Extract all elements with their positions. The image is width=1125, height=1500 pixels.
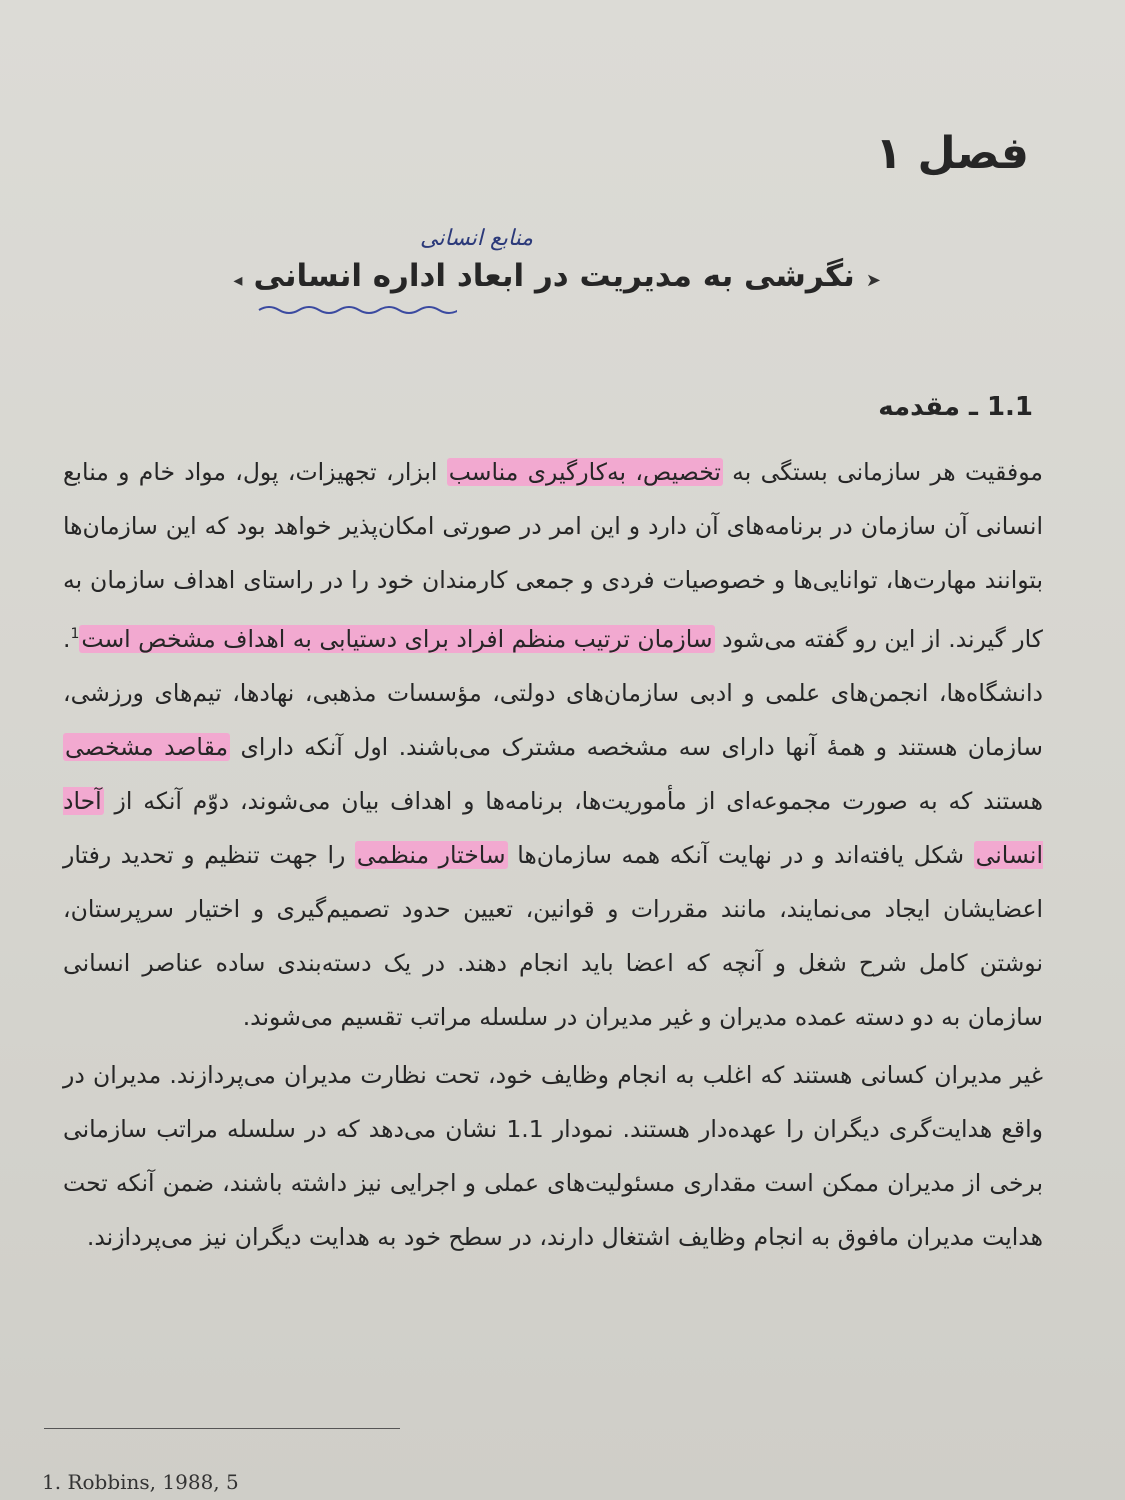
footnote-ref: 1 bbox=[70, 626, 80, 642]
paragraph-1 bbox=[63, 445, 1043, 1044]
text-run: را جهت تنظیم و تحدید رفتار اعضایشان ایجاد می‌نمایند، مانند مقررات و قوانین، تعیین حدود تصمیم‌گیری و اختیار سرپرستان، نوشتن کامل شرح شغل و آنچه که اعضا باید انجام دهند. در یک دسته‌بندی ساده عناصر انسانی سازمان به دو دسته عمده مدیران و غیر مدیران در سلسله مراتب تقسیم می‌شوند. bbox=[63, 840, 1043, 1031]
page-title: نگرشی به مدیریت در ابعاد اداره انسانی bbox=[253, 258, 855, 294]
section-heading: 1.1 ـ مقدمه bbox=[878, 392, 1033, 422]
handwritten-underline bbox=[257, 302, 457, 320]
text-run: شکل یافته‌اند و در نهایت آنکه همه سازمان‌ها bbox=[507, 840, 974, 869]
highlight: آحاد انسانی bbox=[63, 786, 1043, 869]
text-run: هستند که به صورت مجموعه‌ای از مأموریت‌ها، برنامه‌ها و اهداف بیان می‌شوند، دوّم آنکه از bbox=[103, 786, 1043, 815]
highlight: ساختار منظمی bbox=[356, 840, 506, 869]
footnote-divider bbox=[44, 1428, 400, 1429]
highlight: مقاصد مشخصی bbox=[65, 732, 229, 761]
handwritten-note: منابع انسانی bbox=[420, 226, 533, 251]
text-run: موفقیت هر سازمانی بستگی به bbox=[722, 458, 1043, 486]
body-text bbox=[63, 445, 1043, 1264]
title-block bbox=[227, 258, 887, 294]
paragraph-2: غیر مدیران کسانی هستند که اغلب به انجام وظایف خود، تحت نظارت مدیران می‌پردازند. مدیران در واقع هدایت‌گری دیگران را عهده‌دار هستند. نمودار 1.1 نشان می‌دهد که در سلسله مراتب سازمانی برخی از مدیران ممکن است مقداری مسئولیت‌های عملی و اجرایی نیز داشته باشند، ضمن آنکه تحت هدایت مدیران مافوق به انجام وظایف اشتغال دارند، در سطح خود به هدایت دیگران نیز می‌پردازند. bbox=[63, 1060, 1043, 1251]
chapter-title: فصل ۱ bbox=[875, 128, 1029, 179]
highlight: تخصیص، به‌کارگیری مناسب bbox=[448, 458, 721, 486]
footnote: 1. Robbins, 1988, 5 bbox=[42, 1470, 239, 1494]
text-run: . دانشگاه‌ها، انجمن‌های علمی و ادبی سازمان‌های دولتی، مؤسسات مذهبی، نهادها، تیم‌های ورزشی، سازمان هستند و همهٔ آنها دارای سه مشخصه مشترک می‌باشند. اول آنکه دارای bbox=[63, 624, 1043, 761]
arrow-right-icon: ➤ bbox=[865, 270, 881, 291]
arrow-left-icon: ◂ bbox=[233, 270, 243, 291]
text-run: ابزار، تجهیزات، پول، مواد خام و منابع انسانی آن سازمان در برنامه‌های آن دارد و این امر در صورتی امکان‌پذیر خواهد بود که این سازمان‌ها بتوانند مهارت‌ها، توانایی‌ها و خصوصیات فردی و جمعی کارمندان خود را در راستای اهداف سازمان به کار گیرند. از این رو گفته می‌شود bbox=[63, 458, 1043, 653]
highlight: سازمان ترتیب منظم افراد برای دستیابی به اهداف مشخص است bbox=[81, 624, 713, 653]
